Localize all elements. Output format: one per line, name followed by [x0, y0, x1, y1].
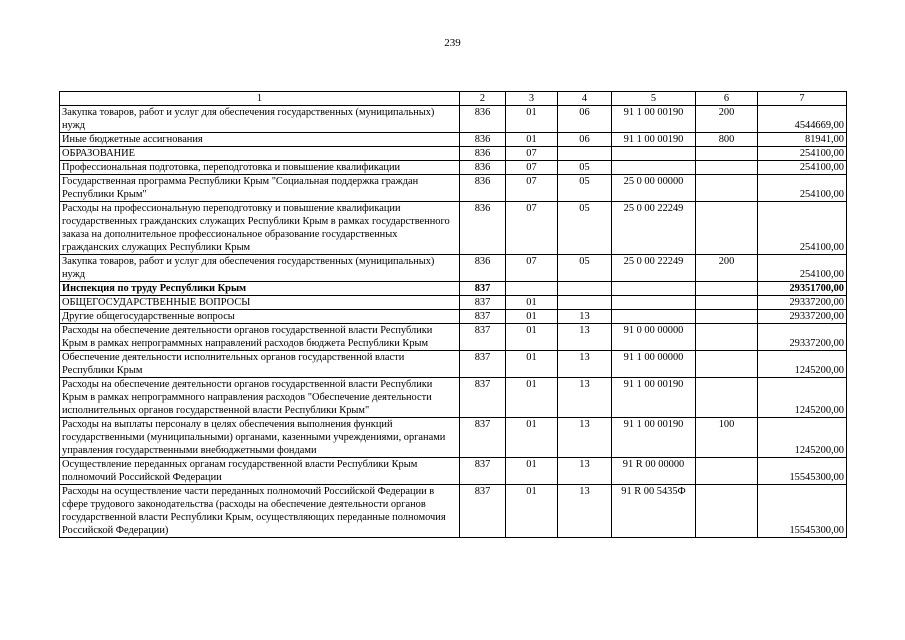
- row-name-cell: ОБЩЕГОСУДАРСТВЕННЫЕ ВОПРОСЫ: [60, 296, 460, 310]
- section-code-cell: 07: [506, 202, 558, 255]
- subsection-code-cell: [558, 147, 612, 161]
- ministry-code-cell: 836: [460, 106, 506, 133]
- section-code-cell: 01: [506, 310, 558, 324]
- expense-type-cell: [696, 147, 758, 161]
- section-code-cell: 01: [506, 133, 558, 147]
- table-row: [60, 106, 847, 133]
- ministry-code-cell: 837: [460, 485, 506, 538]
- table-row: [60, 296, 847, 310]
- target-article-cell: 25 0 00 22249: [612, 202, 696, 255]
- column-header: 5: [612, 92, 696, 106]
- expense-type-cell: 200: [696, 255, 758, 282]
- ministry-code-cell: 837: [460, 324, 506, 351]
- section-code-cell: 01: [506, 485, 558, 538]
- expense-type-cell: [696, 202, 758, 255]
- expense-type-cell: 100: [696, 418, 758, 458]
- table-row: [60, 351, 847, 378]
- row-name-cell: Государственная программа Республики Крым "Социальная поддержка граждан Республики Крым": [60, 175, 460, 202]
- target-article-cell: 25 0 00 00000: [612, 175, 696, 202]
- column-header: 6: [696, 92, 758, 106]
- amount-cell: 254100,00: [758, 175, 847, 202]
- section-code-cell: 07: [506, 175, 558, 202]
- amount-cell: 254100,00: [758, 255, 847, 282]
- target-article-cell: [612, 161, 696, 175]
- target-article-cell: [612, 296, 696, 310]
- column-header: 3: [506, 92, 558, 106]
- row-name-cell: Расходы на обеспечение деятельности органов государственной власти Республики Крым в рамках непрограммного направления расходов "Обеспечение деятельности исполнительных органов государственной власти Республики Крым": [60, 378, 460, 418]
- expense-type-cell: [696, 378, 758, 418]
- amount-cell: 15545300,00: [758, 485, 847, 538]
- ministry-code-cell: 837: [460, 282, 506, 296]
- table-row: [60, 324, 847, 351]
- section-code-cell: 01: [506, 351, 558, 378]
- budget-table: [59, 91, 847, 538]
- target-article-cell: 91 R 00 5435Ф: [612, 485, 696, 538]
- section-code-cell: 01: [506, 106, 558, 133]
- subsection-code-cell: 06: [558, 106, 612, 133]
- amount-cell: 1245200,00: [758, 378, 847, 418]
- table-row: [60, 282, 847, 296]
- section-code-cell: 07: [506, 161, 558, 175]
- subsection-code-cell: 05: [558, 202, 612, 255]
- table-row: [60, 310, 847, 324]
- expense-type-cell: [696, 324, 758, 351]
- table-row: [60, 255, 847, 282]
- column-header: 1: [60, 92, 460, 106]
- ministry-code-cell: 837: [460, 378, 506, 418]
- expense-type-cell: [696, 485, 758, 538]
- subsection-code-cell: 06: [558, 133, 612, 147]
- expense-type-cell: [696, 351, 758, 378]
- column-header: 4: [558, 92, 612, 106]
- section-code-cell: 01: [506, 418, 558, 458]
- row-name-cell: Расходы на осуществление части переданных полномочий Российской Федерации в сфере трудового законодательства (расходы на обеспечение деятельности органов государственной власти Республики Крым, осуществляющих переданные полномочия Российской Федерации): [60, 485, 460, 538]
- table-row: [60, 458, 847, 485]
- amount-cell: 29337200,00: [758, 324, 847, 351]
- row-name-cell: Осуществление переданных органам государственной власти Республики Крым полномочий Российской Федерации: [60, 458, 460, 485]
- row-name-cell: Иные бюджетные ассигнования: [60, 133, 460, 147]
- ministry-code-cell: 836: [460, 202, 506, 255]
- table-row: [60, 147, 847, 161]
- subsection-code-cell: [558, 282, 612, 296]
- row-name-cell: Расходы на профессиональную переподготовку и повышение квалификации государственных гражданских служащих Республики Крым в рамках государственного заказа на дополнительное профессиональное образование государственных гражданских служащих Республики Крым: [60, 202, 460, 255]
- subsection-code-cell: 05: [558, 161, 612, 175]
- amount-cell: 254100,00: [758, 147, 847, 161]
- table-row: [60, 418, 847, 458]
- amount-cell: 29337200,00: [758, 310, 847, 324]
- subsection-code-cell: 13: [558, 485, 612, 538]
- target-article-cell: [612, 310, 696, 324]
- target-article-cell: 91 1 00 00190: [612, 106, 696, 133]
- expense-type-cell: [696, 296, 758, 310]
- subsection-code-cell: 05: [558, 175, 612, 202]
- ministry-code-cell: 836: [460, 133, 506, 147]
- column-header: 7: [758, 92, 847, 106]
- ministry-code-cell: 837: [460, 310, 506, 324]
- ministry-code-cell: 837: [460, 351, 506, 378]
- amount-cell: 254100,00: [758, 202, 847, 255]
- ministry-code-cell: 836: [460, 147, 506, 161]
- amount-cell: 254100,00: [758, 161, 847, 175]
- subsection-code-cell: 05: [558, 255, 612, 282]
- amount-cell: 15545300,00: [758, 458, 847, 485]
- row-name-cell: Расходы на выплаты персоналу в целях обеспечения выполнения функций государственными (муниципальными) органами, казенными учреждениями, органами управления государственными внебюджетными фондами: [60, 418, 460, 458]
- target-article-cell: 91 1 00 00190: [612, 418, 696, 458]
- subsection-code-cell: 13: [558, 324, 612, 351]
- target-article-cell: 91 1 00 00000: [612, 351, 696, 378]
- column-number-row: [60, 92, 847, 106]
- subsection-code-cell: 13: [558, 418, 612, 458]
- expense-type-cell: 800: [696, 133, 758, 147]
- amount-cell: 81941,00: [758, 133, 847, 147]
- page-number: 239: [444, 37, 461, 49]
- row-name-cell: ОБРАЗОВАНИЕ: [60, 147, 460, 161]
- section-code-cell: 07: [506, 255, 558, 282]
- ministry-code-cell: 837: [460, 418, 506, 458]
- expense-type-cell: [696, 310, 758, 324]
- target-article-cell: 91 R 00 00000: [612, 458, 696, 485]
- expense-type-cell: [696, 175, 758, 202]
- expense-type-cell: [696, 282, 758, 296]
- target-article-cell: 91 1 00 00190: [612, 378, 696, 418]
- section-code-cell: [506, 282, 558, 296]
- subsection-code-cell: 13: [558, 310, 612, 324]
- section-code-cell: 01: [506, 324, 558, 351]
- subsection-code-cell: 13: [558, 458, 612, 485]
- ministry-code-cell: 836: [460, 175, 506, 202]
- target-article-cell: 25 0 00 22249: [612, 255, 696, 282]
- column-header: 2: [460, 92, 506, 106]
- ministry-code-cell: 836: [460, 161, 506, 175]
- expense-type-cell: [696, 458, 758, 485]
- ministry-code-cell: 836: [460, 255, 506, 282]
- section-code-cell: 01: [506, 458, 558, 485]
- expense-type-cell: 200: [696, 106, 758, 133]
- table-row: [60, 133, 847, 147]
- subsection-code-cell: 13: [558, 351, 612, 378]
- target-article-cell: [612, 282, 696, 296]
- table-row: [60, 175, 847, 202]
- row-name-cell: Обеспечение деятельности исполнительных органов государственной власти Республики Крым: [60, 351, 460, 378]
- table-row: [60, 161, 847, 175]
- subsection-code-cell: [558, 296, 612, 310]
- table-row: [60, 378, 847, 418]
- row-name-cell: Расходы на обеспечение деятельности органов государственной власти Республики Крым в рамках непрограммных направлений расходов бюджета Республики Крым: [60, 324, 460, 351]
- row-name-cell: Профессиональная подготовка, переподготовка и повышение квалификации: [60, 161, 460, 175]
- row-name-cell: Закупка товаров, работ и услуг для обеспечения государственных (муниципальных) нужд: [60, 255, 460, 282]
- table-row: [60, 202, 847, 255]
- amount-cell: 29337200,00: [758, 296, 847, 310]
- expense-type-cell: [696, 161, 758, 175]
- target-article-cell: 91 1 00 00190: [612, 133, 696, 147]
- row-name-cell: Инспекция по труду Республики Крым: [60, 282, 460, 296]
- section-code-cell: 07: [506, 147, 558, 161]
- section-code-cell: 01: [506, 296, 558, 310]
- table-row: [60, 485, 847, 538]
- amount-cell: 1245200,00: [758, 418, 847, 458]
- amount-cell: 29351700,00: [758, 282, 847, 296]
- amount-cell: 4544669,00: [758, 106, 847, 133]
- target-article-cell: 91 0 00 00000: [612, 324, 696, 351]
- section-code-cell: 01: [506, 378, 558, 418]
- row-name-cell: Другие общегосударственные вопросы: [60, 310, 460, 324]
- target-article-cell: [612, 147, 696, 161]
- amount-cell: 1245200,00: [758, 351, 847, 378]
- row-name-cell: Закупка товаров, работ и услуг для обеспечения государственных (муниципальных) нужд: [60, 106, 460, 133]
- ministry-code-cell: 837: [460, 296, 506, 310]
- ministry-code-cell: 837: [460, 458, 506, 485]
- subsection-code-cell: 13: [558, 378, 612, 418]
